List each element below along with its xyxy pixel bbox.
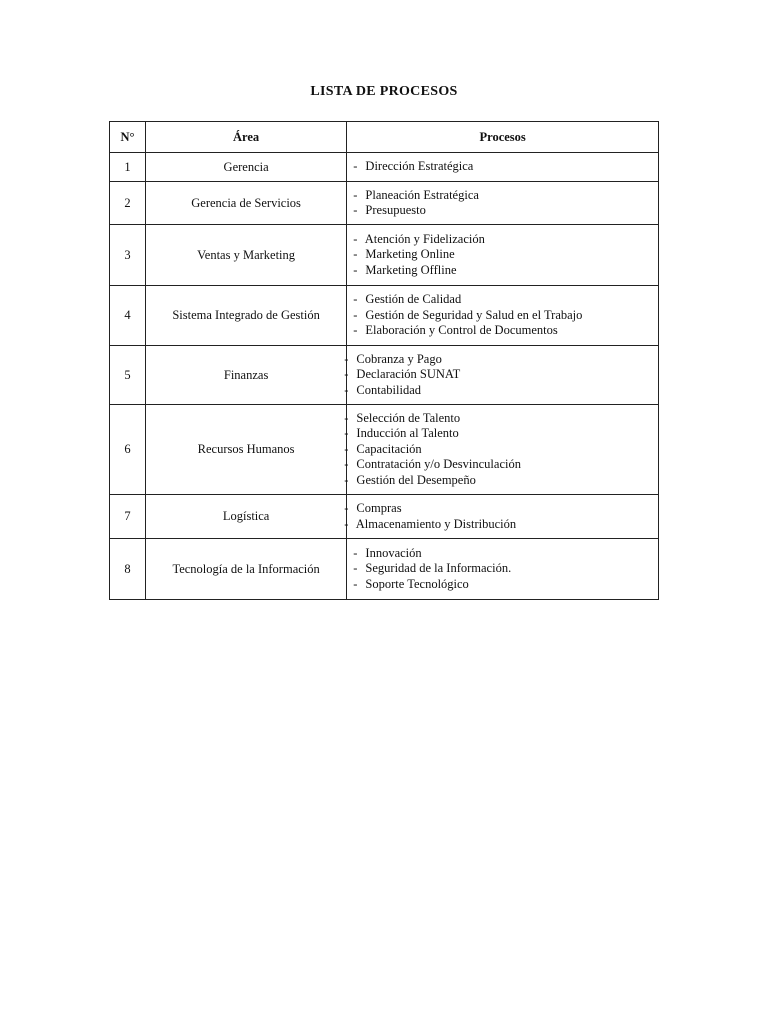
process-label: Declaración SUNAT <box>356 367 461 382</box>
area-name: Finanzas <box>145 346 346 405</box>
area-name: Ventas y Marketing <box>145 225 346 286</box>
bullet-dash: - <box>353 576 358 591</box>
bullet-dash: - <box>344 472 349 487</box>
table-row <box>110 495 659 539</box>
process-label: Presupuesto <box>365 203 426 217</box>
process-item <box>353 308 652 324</box>
process-label: Marketing Offline <box>365 262 457 277</box>
bullet-dash: - <box>353 323 358 338</box>
process-item <box>353 323 652 339</box>
process-label: Selección de Talento <box>356 410 461 425</box>
bullet-dash: - <box>353 545 358 560</box>
area-name: Recursos Humanos <box>145 405 346 495</box>
row-number: 4 <box>110 286 146 346</box>
process-label: Contratación y/o Desvinculación <box>356 457 521 472</box>
bullet-dash: - <box>344 351 349 366</box>
process-table <box>109 121 659 600</box>
process-item <box>339 517 644 533</box>
process-label: Dirección Estratégica <box>365 159 474 174</box>
header-procesos: Procesos <box>347 122 659 153</box>
process-item <box>339 411 644 427</box>
process-label: Atención y Fidelización <box>364 231 485 246</box>
process-item <box>339 442 644 458</box>
row-number: 7 <box>110 495 146 539</box>
process-item <box>339 473 644 489</box>
bullet-dash: - <box>344 410 349 425</box>
area-name: Tecnología de la Información <box>145 539 346 600</box>
bullet-dash: - <box>344 367 349 382</box>
table-row <box>110 405 659 495</box>
process-list <box>347 182 659 225</box>
process-item <box>353 159 652 175</box>
process-label: Contabilidad <box>356 382 421 397</box>
process-label: Cobranza y Pago <box>356 351 442 366</box>
process-item <box>339 501 644 517</box>
process-item <box>353 561 652 577</box>
process-label: Soporte Tecnológico <box>365 576 469 591</box>
document-title: LISTA DE PROCESOS <box>310 84 458 99</box>
bullet-dash: - <box>353 292 358 307</box>
bullet-dash: - <box>344 516 349 531</box>
process-label: Marketing Online <box>365 247 455 262</box>
bullet-dash: - <box>353 159 358 174</box>
process-label: Elaboración y Control de Documentos <box>365 323 558 338</box>
bullet-dash: - <box>344 501 349 515</box>
row-number: 2 <box>110 182 146 225</box>
process-item <box>353 577 652 593</box>
process-item <box>353 546 652 562</box>
process-item <box>353 292 652 308</box>
process-label: Seguridad de la Información. <box>365 561 512 576</box>
process-label: Planeación Estratégica <box>365 187 479 202</box>
area-name: Logística <box>145 495 346 539</box>
bullet-dash: - <box>344 382 349 397</box>
process-item <box>353 232 652 248</box>
bullet-dash: - <box>344 457 349 472</box>
process-item <box>353 247 652 263</box>
bullet-dash: - <box>353 247 358 262</box>
process-label: Innovación <box>365 545 422 560</box>
header-num: N° <box>110 122 146 153</box>
process-list <box>347 286 659 346</box>
bullet-dash: - <box>353 231 358 246</box>
area-name: Gerencia <box>145 153 346 182</box>
process-item <box>339 426 644 442</box>
table-row <box>110 539 659 600</box>
process-list <box>347 153 659 182</box>
table-row <box>110 225 659 286</box>
process-label: Capacitación <box>356 441 422 456</box>
bullet-dash: - <box>353 187 358 202</box>
process-list <box>344 346 659 405</box>
bullet-dash: - <box>344 426 349 441</box>
table-row <box>110 286 659 346</box>
process-label: Inducción al Talento <box>356 426 459 441</box>
table-header-row <box>110 122 659 153</box>
process-list <box>344 405 659 495</box>
process-item <box>339 367 644 383</box>
row-number: 1 <box>110 153 146 182</box>
process-label: Gestión de Seguridad y Salud en el Trabajo <box>365 307 583 322</box>
row-number: 5 <box>110 346 146 405</box>
area-name: Sistema Integrado de Gestión <box>145 286 346 346</box>
row-number: 8 <box>110 539 146 600</box>
process-list <box>347 539 659 600</box>
process-item <box>339 457 644 473</box>
area-name: Gerencia de Servicios <box>145 182 346 225</box>
process-item <box>353 203 652 219</box>
process-item <box>339 352 644 368</box>
process-list <box>344 495 659 539</box>
process-label: Gestión del Desempeño <box>356 472 476 487</box>
bullet-dash: - <box>353 307 358 322</box>
process-list <box>347 225 659 286</box>
process-label: Almacenamiento y Distribución <box>355 516 517 531</box>
process-label: Gestión de Calidad <box>365 292 462 307</box>
bullet-dash: - <box>353 561 358 576</box>
table-body <box>110 153 659 600</box>
process-item <box>339 383 644 399</box>
bullet-dash: - <box>353 262 358 277</box>
header-area: Área <box>145 122 346 153</box>
process-label: Compras <box>356 501 402 515</box>
table-row <box>110 153 659 182</box>
row-number: 3 <box>110 225 146 286</box>
bullet-dash: - <box>353 203 358 217</box>
table-row <box>110 182 659 225</box>
process-item <box>353 188 652 204</box>
table-row <box>110 346 659 405</box>
bullet-dash: - <box>344 441 349 456</box>
row-number: 6 <box>110 405 146 495</box>
process-item <box>353 263 652 279</box>
